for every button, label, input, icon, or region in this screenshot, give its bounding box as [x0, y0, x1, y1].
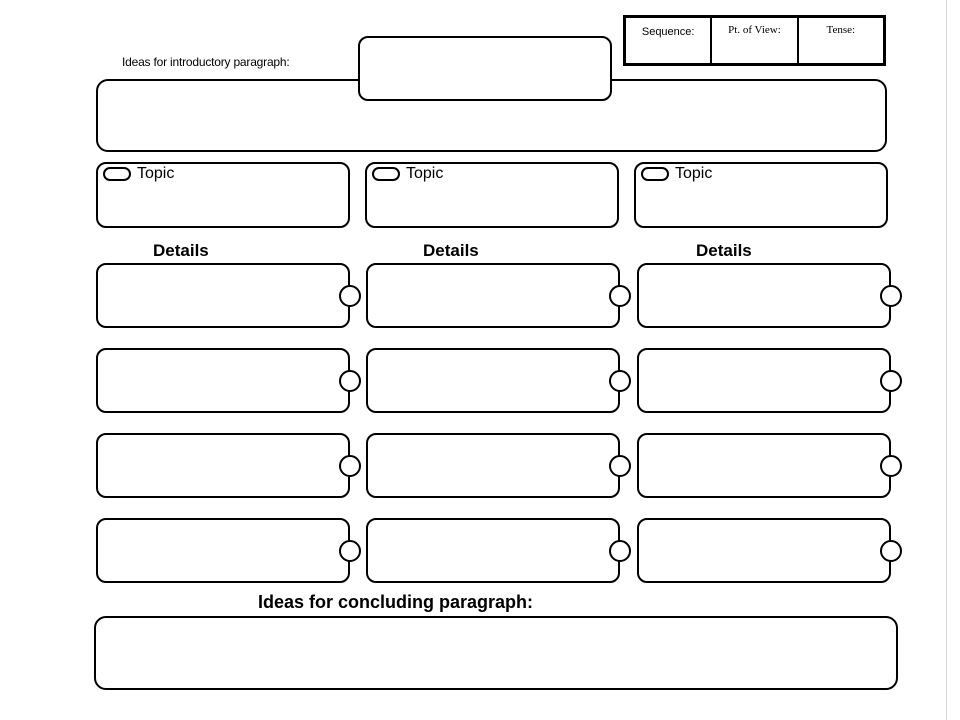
- detail-checkbox-circle-icon[interactable]: [609, 455, 631, 477]
- sequence-label: Sequence:: [641, 26, 695, 38]
- details-label-1: Details: [153, 241, 209, 260]
- detail-checkbox-circle-icon[interactable]: [609, 370, 631, 392]
- detail-checkbox-circle-icon[interactable]: [339, 540, 361, 562]
- tense-label: Tense:: [826, 24, 856, 36]
- intro-paragraph-label: Ideas for introductory paragraph:: [122, 55, 290, 69]
- detail-checkbox-circle-icon[interactable]: [880, 370, 902, 392]
- detail-checkbox-circle-icon[interactable]: [339, 285, 361, 307]
- detail-box-col3-row3[interactable]: [637, 433, 891, 498]
- sequence-cell[interactable]: [626, 18, 710, 63]
- detail-checkbox-circle-icon[interactable]: [609, 285, 631, 307]
- page-edge-line: [946, 0, 947, 720]
- detail-box-col2-row3[interactable]: [366, 433, 620, 498]
- point-of-view-cell[interactable]: [710, 18, 796, 63]
- point-of-view-label: Pt. of View:: [728, 24, 781, 36]
- conclusion-paragraph-box[interactable]: [94, 616, 898, 690]
- detail-checkbox-circle-icon[interactable]: [339, 455, 361, 477]
- detail-checkbox-circle-icon[interactable]: [880, 455, 902, 477]
- detail-box-col1-row1[interactable]: [96, 263, 350, 328]
- detail-box-col2-row2[interactable]: [366, 348, 620, 413]
- detail-checkbox-circle-icon[interactable]: [880, 285, 902, 307]
- details-label-3: Details: [696, 241, 752, 260]
- topic-marker-icon: [372, 167, 400, 181]
- main-idea-box[interactable]: [358, 36, 612, 101]
- topic-label: Topic: [406, 165, 444, 182]
- topic-box-3[interactable]: [634, 162, 888, 228]
- topic-marker-icon: [641, 167, 669, 181]
- tense-cell[interactable]: [797, 18, 883, 63]
- detail-checkbox-circle-icon[interactable]: [880, 540, 902, 562]
- detail-box-col3-row2[interactable]: [637, 348, 891, 413]
- topic-marker-icon: [103, 167, 131, 181]
- topic-label: Topic: [675, 165, 713, 182]
- detail-box-col1-row4[interactable]: [96, 518, 350, 583]
- topic-box-2[interactable]: [365, 162, 619, 228]
- topic-box-1[interactable]: [96, 162, 350, 228]
- detail-box-col1-row2[interactable]: [96, 348, 350, 413]
- detail-box-col2-row4[interactable]: [366, 518, 620, 583]
- detail-box-col3-row1[interactable]: [637, 263, 891, 328]
- details-label-2: Details: [423, 241, 479, 260]
- detail-box-col2-row1[interactable]: [366, 263, 620, 328]
- detail-box-col3-row4[interactable]: [637, 518, 891, 583]
- conclusion-paragraph-label: Ideas for concluding paragraph:: [258, 592, 534, 612]
- detail-box-col1-row3[interactable]: [96, 433, 350, 498]
- sequence-pov-tense-table: [623, 15, 886, 66]
- topic-label: Topic: [137, 165, 175, 182]
- detail-checkbox-circle-icon[interactable]: [339, 370, 361, 392]
- detail-checkbox-circle-icon[interactable]: [609, 540, 631, 562]
